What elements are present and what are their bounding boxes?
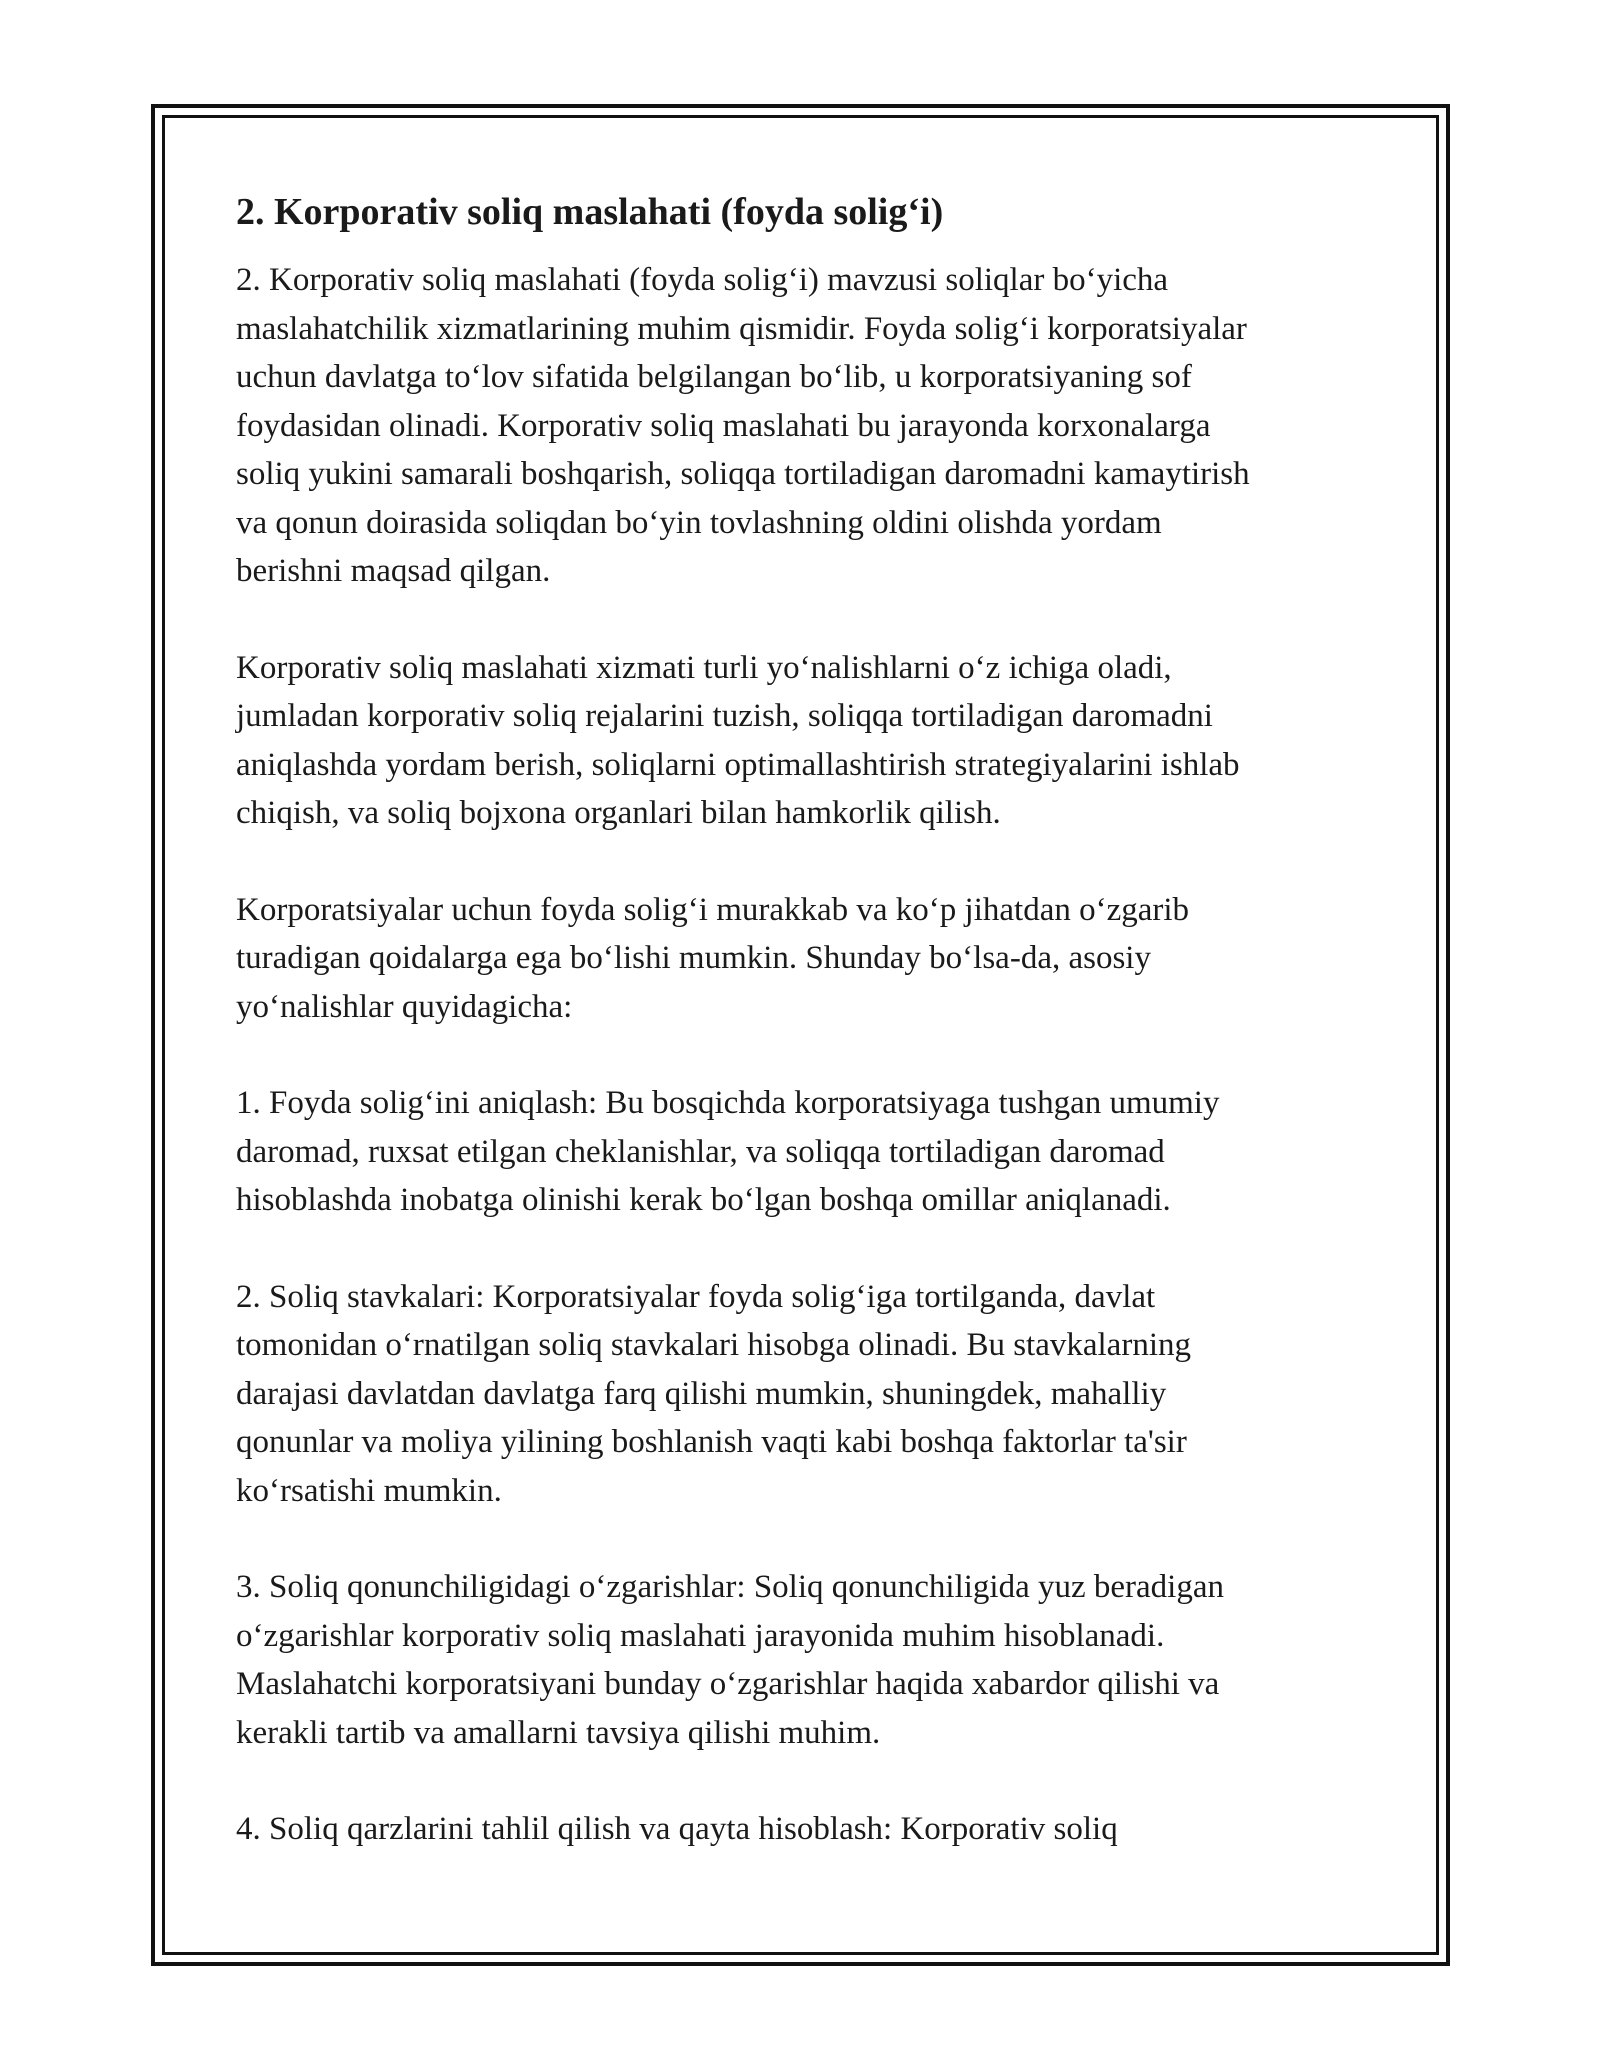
list-item-3: 3. Soliq qonunchiligidagi o‘zgarishlar: Soliq qonunchiligida yuz beradigan o‘zgarishlar korporativ soliq maslahati jarayonida muhim hisoblanadi. Maslahatchi korporatsiyani bunday o‘zgarishlar haqida xabardor qilishi va kerakli tartib va amallarni tavsiya qilishi muhim. [236,1569,1224,1751]
paragraph-main-directions: Korporatsiyalar uchun foyda solig‘i murakkab va ko‘p jihatdan o‘zgarib turadigan qoidalarga ega bo‘lishi mumkin. Shunday bo‘lsa-da, asosiy yo‘nalishlar quyidagicha: [236,891,1190,1025]
list-item-1: 1. Foyda solig‘ini aniqlash: Bu bosqichda korporatsiyaga tushgan umumiy daromad, ruxsat etilgan cheklanishlar, va soliqqa tortiladigan daromad hisoblashda inobatga olinishi kerak bo‘lgan boshqa omillar aniqlanadi. [236,1085,1220,1218]
section-heading: 2. Korporativ soliq maslahati (foyda solig‘i) [236,191,944,233]
list-item-2: 2. Soliq stavkalari: Korporatsiyalar foyda solig‘iga tortilganda, davlat tomonidan o‘rnatilgan soliq stavkalari hisobga olinadi. Bu stavkalarning darajasi davlatdan davlatga farq qilishi mumkin, shuningdek, mahalliy qonunlar va moliya yilining boshlanish vaqti kabi boshqa faktorlar ta'sir ko‘rsatishi mumkin. [236,1278,1191,1509]
list-item-4: 4. Soliq qarzlarini tahlil qilish va qayta hisoblash: Korporativ soliq [236,1811,1118,1847]
paragraph-intro: 2. Korporativ soliq maslahati (foyda solig‘i) mavzusi soliqlar bo‘yicha maslahatchilik xizmatlarining muhim qismidir. Foyda solig‘i korporatsiyalar uchun davlatga to‘lov sifatida belgilangan bo‘lib, u korporatsiyaning sof foydasidan olinadi. Korporativ soliq maslahati bu jarayonda korxonalarga soliq yukini samarali boshqarish, soliqqa tortiladigan daromadni kamaytirish va qonun doirasida soliqdan bo‘yin tovlashning oldini olishda yordam berishni maqsad qilgan. [236,262,1250,589]
document-body [236,186,1376,1854]
paragraph-services: Korporativ soliq maslahati xizmati turli yo‘nalishlarni o‘z ichiga oladi, jumladan korporativ soliq rejalarini tuzish, soliqqa tortiladigan daromadni aniqlashda yordam berish, soliqlarni optimallashtirish strategiyalarini ishlab chiqish, va soliq bojxona organlari bilan hamkorlik qilish. [236,649,1240,831]
